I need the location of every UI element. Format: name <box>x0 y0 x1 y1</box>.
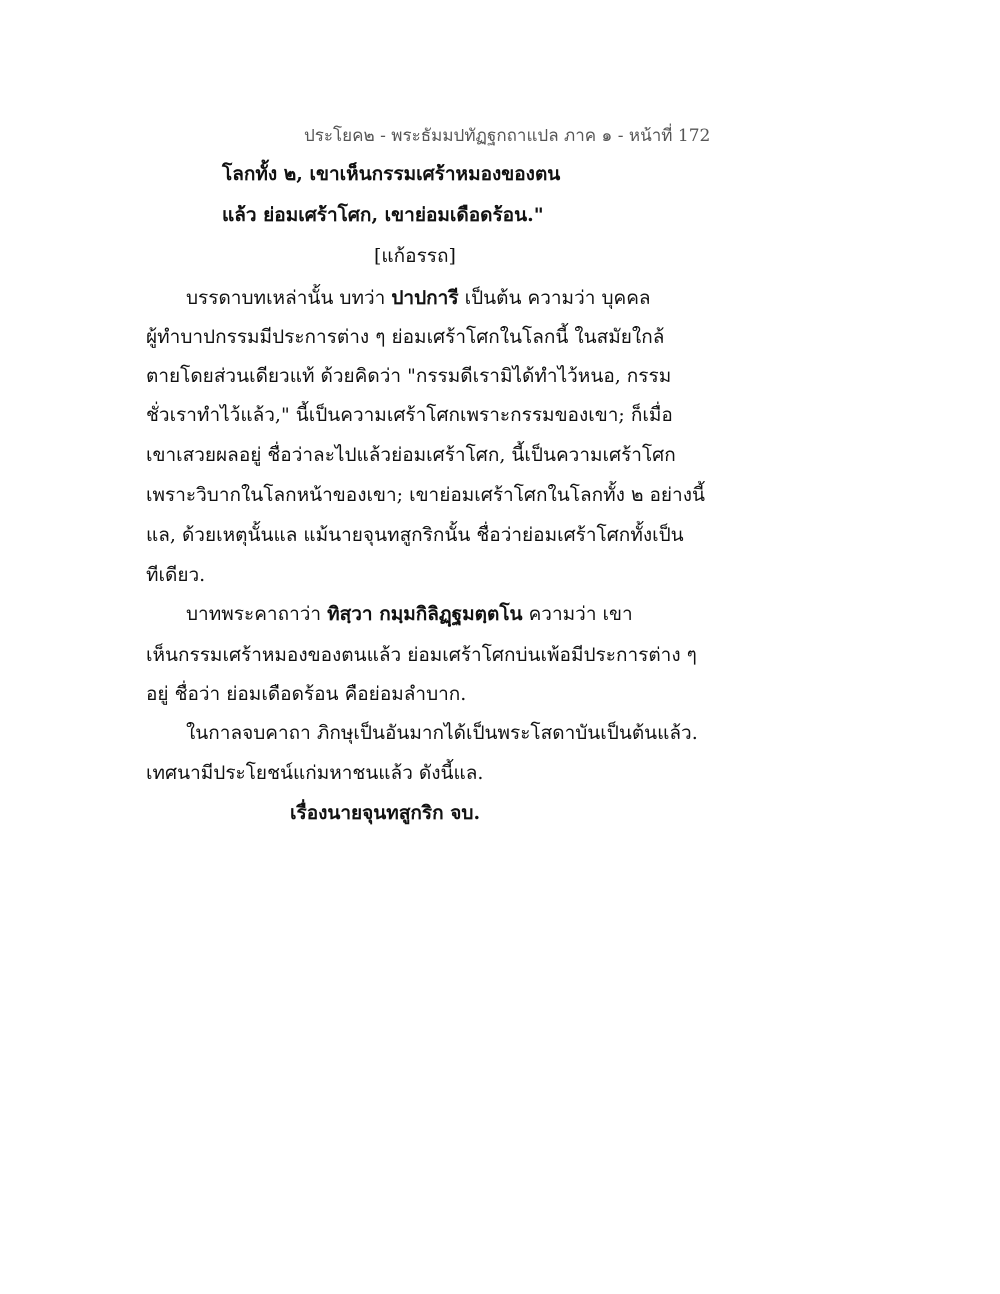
para1-line-8: ทีเดียว. <box>146 564 206 586</box>
para1-line-1-text-b: เป็นต้น ความว่า บุคคล <box>458 287 651 309</box>
para1-line-3: ตายโดยส่วนเดียวแท้ ด้วยคิดว่า "กรรมดีเรามิได้ทำไว้หนอ, กรรม <box>146 365 672 387</box>
para1-line-1 <box>186 284 651 312</box>
page-header: ประโยค๒ - พระธัมมปทัฏฐกถาแปล ภาค ๑ - หน้าที่ 172 <box>304 126 711 146</box>
para2-line-3: อยู่ ชื่อว่า ย่อมเดือดร้อน คือย่อมลำบาก. <box>146 683 467 705</box>
verse-line-1: โลกทั้ง ๒, เขาเห็นกรรมเศร้าหมองของตน <box>222 163 561 185</box>
para1-line-2: ผู้ทำบาปกรรมมีประการต่าง ๆ ย่อมเศร้าโศกในโลกนี้ ในสมัยใกล้ <box>146 326 665 348</box>
para2-line-1-text-b: ความว่า เขา <box>522 603 633 625</box>
closing-line: เรื่องนายจุนทสูกริก จบ. <box>290 802 481 824</box>
para1-keyword: ปาปการี <box>391 287 459 309</box>
para1-line-4: ชั่วเราทำไว้แล้ว," นี้เป็นความเศร้าโศกเพราะกรรมของเขา; ก็เมื่อ <box>146 404 673 426</box>
para2-line-1-text-a: บาทพระคาถาว่า <box>186 603 328 625</box>
para3-line-2: เทศนามีประโยชน์แก่มหาชนแล้ว ดังนี้แล. <box>146 762 484 784</box>
para1-line-1-text-a: บรรดาบทเหล่านั้น บทว่า <box>186 287 392 309</box>
para2-line-1 <box>186 600 633 628</box>
section-label: [แก้อรรถ] <box>374 245 456 267</box>
para1-line-7: แล, ด้วยเหตุนั้นแล แม้นายจุนทสูกริกนั้น ชื่อว่าย่อมเศร้าโศกทั้งเป็น <box>146 524 684 546</box>
verse-line-2: แล้ว ย่อมเศร้าโศก, เขาย่อมเดือดร้อน." <box>222 204 544 226</box>
para1-line-5: เขาเสวยผลอยู่ ชื่อว่าละไปแล้วย่อมเศร้าโศก, นี้เป็นความเศร้าโศก <box>146 444 676 466</box>
para3-line-1: ในกาลจบคาถา ภิกษุเป็นอันมากได้เป็นพระโสดาบันเป็นต้นแล้ว. <box>186 722 698 744</box>
para2-keyword: ทิสฺวา กมฺมกิลิฏฺฐมตฺตโน <box>327 603 523 625</box>
para2-line-2: เห็นกรรมเศร้าหมองของตนแล้ว ย่อมเศร้าโศกบ่นเพ้อมีประการต่าง ๆ <box>146 644 697 666</box>
para1-line-6: เพราะวิบากในโลกหน้าของเขา; เขาย่อมเศร้าโศกในโลกทั้ง ๒ อย่างนี้ <box>146 484 705 506</box>
